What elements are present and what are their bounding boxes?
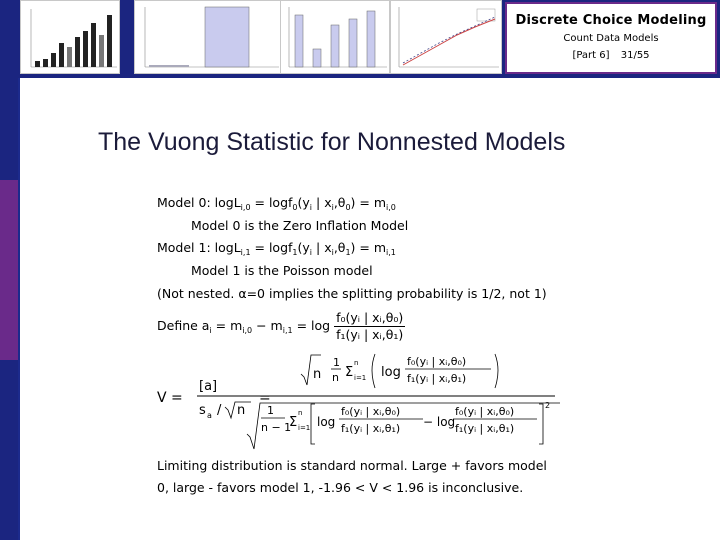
model0-args4: 0 [345, 203, 351, 212]
header-banner [18, 0, 720, 78]
model1-sub: i,1 [240, 248, 251, 257]
num-sum-top: n [354, 359, 359, 367]
model1-args: (y [297, 240, 310, 255]
den-f1-2: f₁(yᵢ | xᵢ,θ₁) [455, 422, 515, 435]
slide-title: The Vuong Statistic for Nonnested Models [98, 128, 566, 156]
den-f1: f₁(yᵢ | xᵢ,θ₁) [341, 422, 401, 435]
equals-sign: = [259, 390, 271, 406]
model1-line: Model 1: $\log L_{i,1} = \log f_1(y_i$ | $x_i,\theta_1) = m_{i,1}$ [157, 240, 396, 257]
model1-rhs: ) = m [350, 240, 387, 255]
den-one: 1 [267, 404, 274, 417]
thumbnail-bar-chart [20, 0, 120, 74]
sa-label: s [199, 403, 206, 418]
part-label: [Part 6] [572, 50, 610, 61]
sqrt-n: n [237, 403, 246, 418]
define-prefix: Define a [157, 318, 210, 333]
num-one: 1 [333, 356, 340, 369]
model0-line: Model 0: $\log L_{i,0} = \log f_0(y_i$ | $x_i,\theta_0) = m_{i,0}$ [157, 195, 396, 212]
v-label: V = [157, 390, 183, 406]
model0-args: (y [297, 195, 310, 210]
conclusion-line-2: 0, large - favors model 1, -1.96 < V < 1.96 is inconclusive. [157, 480, 524, 495]
model1-args3: ,θ [333, 240, 346, 255]
den-f0-2: f₀(yᵢ | xᵢ,θ₀) [455, 405, 515, 418]
course-subtitle: Count Data Models [563, 33, 659, 44]
thumbnail-line-plot [390, 0, 502, 74]
num-f1: f₁(yᵢ | xᵢ,θ₁) [407, 372, 467, 385]
model1-f-sub: 1 [292, 248, 298, 257]
conclusion-line-1: Limiting distribution is standard normal. Large + favors model [157, 458, 547, 473]
den-sum: Σ [289, 415, 298, 430]
define-mid: = m [211, 318, 243, 333]
course-title: Discrete Choice Modeling [515, 13, 707, 28]
define-fraction-den: f₁(yᵢ | xᵢ,θ₁) [336, 327, 404, 342]
course-title-box [505, 2, 717, 74]
vuong-formula [155, 352, 595, 452]
slash: / [217, 403, 222, 418]
model0-desc: Model 0 is the Zero Inflation Model [191, 218, 409, 233]
model0-sub: i,0 [240, 203, 251, 212]
define-line: Define $a_i = m_{i,0} - m_{i,1} = \log$ $\frac{\text{f₀(yᵢ | xᵢ,θ₀)}}{\text{f₁(yᵢ | xᵢ,θ₁)}}$ [157, 310, 404, 342]
abar: [a] [199, 379, 218, 394]
sa-sub: a [207, 411, 212, 420]
page-number: 31/55 [620, 50, 650, 61]
den-sum-top: n [298, 409, 303, 417]
den-f0: f₀(yᵢ | xᵢ,θ₀) [341, 405, 401, 418]
num-f0: f₀(yᵢ | xᵢ,θ₀) [407, 355, 467, 368]
num-sqrt-n: n [313, 367, 322, 382]
model0-args3: ,θ [333, 195, 346, 210]
den-squared: 2 [545, 401, 551, 410]
sidebar-divider-line [18, 78, 20, 540]
num-n: n [332, 371, 339, 384]
model1-args2: | x [312, 240, 332, 255]
num-sum-lim: i=1 [354, 374, 367, 382]
den-n-minus-1: n − 1 [261, 421, 292, 434]
part-and-page [507, 50, 715, 61]
model0-rhs: ) = m [350, 195, 387, 210]
model0-f-sub: 0 [292, 203, 298, 212]
model1-rhs-sub: i,1 [386, 248, 396, 257]
sidebar-segment-top [0, 0, 18, 180]
sidebar-segment-bottom [0, 360, 18, 540]
left-sidebar-decoration [0, 0, 18, 540]
sidebar-segment-middle [0, 180, 18, 360]
model0-args2: | x [312, 195, 332, 210]
define-fraction [334, 310, 405, 343]
thumbnail-histogram [134, 0, 282, 74]
den-minus-log: − log [423, 415, 456, 429]
model1-desc: Model 1 is the Poisson model [191, 263, 373, 278]
model1-args4: 1 [345, 248, 351, 257]
den-log: log [317, 415, 336, 429]
model1-eq: = logf [250, 240, 293, 255]
nested-note: (Not nested. α=0 implies the splitting probability is 1/2, not 1) [157, 286, 547, 301]
den-sum-lim: i=1 [298, 424, 311, 432]
num-log: log [381, 365, 401, 380]
num-sum: Σ [345, 365, 354, 380]
define-fraction-num: f₀(yᵢ | xᵢ,θ₀) [336, 310, 404, 325]
thumbnail-count-histogram [280, 0, 390, 74]
model0-rhs-sub: i,0 [386, 203, 396, 212]
model1-label: Model 1: logL [157, 240, 241, 255]
model0-eq: = logf [250, 195, 293, 210]
define-log: = log [292, 318, 331, 333]
model0-label: Model 0: logL [157, 195, 241, 210]
define-mid2: − m [252, 318, 283, 333]
